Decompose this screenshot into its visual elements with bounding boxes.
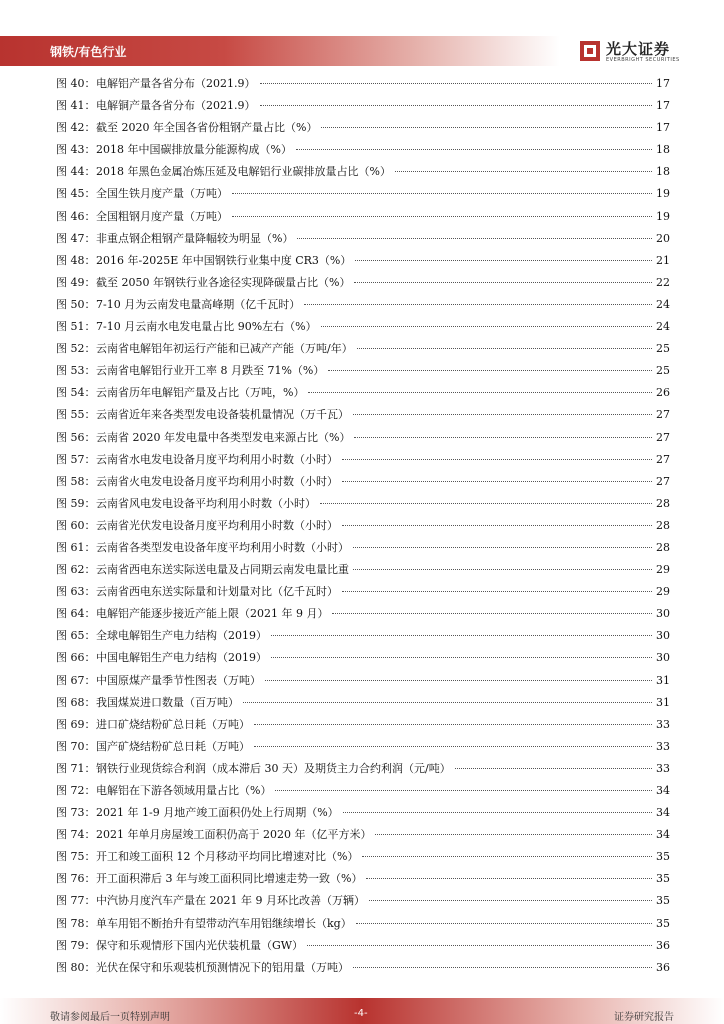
toc-figure-label: 图 42： xyxy=(56,121,96,135)
toc-entry[interactable] xyxy=(56,429,670,451)
toc-figure-label: 图 62： xyxy=(56,563,96,577)
toc-entry[interactable] xyxy=(56,340,670,362)
toc-page-number: 35 xyxy=(656,894,670,908)
toc-entry[interactable] xyxy=(56,119,670,141)
figure-toc-list xyxy=(56,75,670,981)
toc-dot-leader xyxy=(343,812,652,813)
toc-page-number: 28 xyxy=(656,496,670,510)
toc-figure-label: 图 54： xyxy=(56,386,96,400)
toc-page-number: 35 xyxy=(656,850,670,864)
toc-page-number: 26 xyxy=(656,386,670,400)
toc-figure-title: 电解铝在下游各领域用量占比（%） xyxy=(96,784,272,797)
toc-page-number: 34 xyxy=(656,806,670,820)
toc-entry[interactable] xyxy=(56,318,670,340)
toc-figure-title: 电解铜产量各省分布（2021.9） xyxy=(96,99,256,113)
toc-figure-label: 图 56： xyxy=(56,430,96,444)
toc-figure-title: 2016 年-2025E 年中国钢铁行业集中度 CR3（%） xyxy=(96,253,352,267)
toc-figure-title: 7-10 月为云南发电量高峰期（亿千瓦时） xyxy=(96,297,301,311)
toc-figure-label: 图 44： xyxy=(56,165,96,179)
toc-figure-title: 2021 年 1-9 月地产竣工面积仍处上行周期（%） xyxy=(96,806,339,820)
toc-entry[interactable] xyxy=(56,892,670,914)
toc-figure-title: 中汽协月度汽车产量在 2021 年 9 月环比改善（万辆） xyxy=(96,894,365,908)
toc-dot-leader xyxy=(353,414,652,415)
toc-figure-title: 全国生铁月度产量（万吨） xyxy=(96,187,228,201)
toc-figure-title: 钢铁行业现货综合利润（成本滞后 30 天）及期货主力合约利润（元/吨） xyxy=(96,761,451,775)
toc-figure-title: 光伏在保守和乐观装机预测情况下的铝用量（万吨） xyxy=(96,960,349,974)
toc-dot-leader xyxy=(321,127,652,128)
toc-figure-label: 图 40： xyxy=(56,77,96,90)
toc-figure-title: 国产矿烧结粉矿总日耗（万吨） xyxy=(96,739,250,753)
toc-figure-label: 图 70： xyxy=(56,739,96,753)
toc-figure-label: 图 58： xyxy=(56,474,96,488)
toc-figure-title: 云南省电解铝年初运行产能和已减产产能（万吨/年） xyxy=(96,342,353,356)
toc-dot-leader xyxy=(232,216,652,217)
toc-entry[interactable] xyxy=(56,473,670,495)
toc-figure-label: 图 68： xyxy=(56,695,96,709)
toc-dot-leader xyxy=(296,149,652,150)
toc-figure-label: 图 43： xyxy=(56,143,96,157)
toc-figure-label: 图 50： xyxy=(56,297,96,311)
toc-figure-title: 单车用铝不断抬升有望带动汽车用铝继续增长（kg） xyxy=(96,916,352,930)
toc-page-number: 27 xyxy=(656,408,670,422)
toc-page-number: 30 xyxy=(656,651,670,665)
toc-entry[interactable] xyxy=(56,141,670,163)
toc-page-number: 24 xyxy=(656,297,670,311)
toc-page-number: 25 xyxy=(656,342,670,356)
toc-entry[interactable] xyxy=(56,760,670,782)
toc-page-number: 31 xyxy=(656,673,670,687)
toc-figure-title: 我国煤炭进口数量（百万吨） xyxy=(96,695,239,709)
toc-entry[interactable] xyxy=(56,782,670,804)
toc-entry[interactable] xyxy=(56,694,670,716)
toc-figure-title: 进口矿烧结粉矿总日耗（万吨） xyxy=(96,717,250,731)
toc-dot-leader xyxy=(354,282,652,283)
toc-dot-leader xyxy=(321,326,652,327)
toc-page-number: 36 xyxy=(656,960,670,974)
toc-figure-label: 图 59： xyxy=(56,496,96,510)
toc-figure-title: 云南省光伏发电设备月度平均利用小时数（小时） xyxy=(96,518,338,532)
toc-page-number: 35 xyxy=(656,916,670,930)
toc-page-number: 22 xyxy=(656,275,670,289)
toc-entry[interactable] xyxy=(56,252,670,274)
toc-figure-title: 中国电解铝生产电力结构（2019） xyxy=(96,651,267,665)
toc-entry[interactable] xyxy=(56,274,670,296)
toc-figure-label: 图 66： xyxy=(56,651,96,665)
toc-figure-label: 图 45： xyxy=(56,187,96,201)
toc-figure-title: 7-10 月云南水电发电量占比 90%左右（%） xyxy=(96,320,317,334)
toc-dot-leader xyxy=(354,437,652,438)
toc-entry[interactable] xyxy=(56,384,670,406)
toc-figure-title: 全球电解铝生产电力结构（2019） xyxy=(96,629,267,643)
toc-entry[interactable] xyxy=(56,208,670,230)
toc-figure-label: 图 72： xyxy=(56,784,96,797)
toc-dot-leader xyxy=(355,260,652,261)
toc-page-number: 25 xyxy=(656,364,670,378)
toc-page-number: 30 xyxy=(656,607,670,621)
toc-figure-label: 图 52： xyxy=(56,342,96,356)
toc-figure-title: 截至 2050 年钢铁行业各途径实现降碳量占比（%） xyxy=(96,275,351,289)
toc-figure-title: 2018 年黑色金属冶炼压延及电解铝行业碳排放量占比（%） xyxy=(96,165,391,179)
toc-figure-label: 图 67： xyxy=(56,673,96,687)
toc-entry[interactable] xyxy=(56,75,670,97)
toc-dot-leader xyxy=(353,967,652,968)
toc-dot-leader xyxy=(304,304,652,305)
footer-report-type: 证券研究报告 xyxy=(614,1012,674,1023)
toc-figure-label: 图 60： xyxy=(56,518,96,532)
toc-page-number: 17 xyxy=(656,77,670,90)
toc-figure-label: 图 79： xyxy=(56,938,96,952)
toc-entry[interactable] xyxy=(56,848,670,870)
toc-figure-label: 图 65： xyxy=(56,629,96,643)
toc-dot-leader xyxy=(455,768,652,769)
toc-dot-leader xyxy=(353,547,652,548)
toc-entry[interactable] xyxy=(56,561,670,583)
toc-figure-title: 云南省电解铝行业开工率 8 月跌至 71%（%） xyxy=(96,364,325,378)
toc-entry[interactable] xyxy=(56,937,670,959)
toc-dot-leader xyxy=(353,569,652,570)
toc-dot-leader xyxy=(366,878,652,879)
header-band xyxy=(0,36,560,66)
toc-dot-leader xyxy=(357,348,652,349)
toc-entry[interactable] xyxy=(56,163,670,185)
logo-name-en: EVERBRIGHT SECURITIES xyxy=(606,57,680,63)
toc-figure-label: 图 64： xyxy=(56,607,96,621)
toc-figure-title: 云南省 2020 年发电量中各类型发电来源占比（%） xyxy=(96,430,351,444)
toc-figure-label: 图 53： xyxy=(56,364,96,378)
toc-entry[interactable] xyxy=(56,362,670,384)
toc-figure-label: 图 69： xyxy=(56,717,96,731)
toc-page-number: 21 xyxy=(656,253,670,267)
toc-figure-title: 云南省西电东送实际量和计划量对比（亿千瓦时） xyxy=(96,585,338,599)
toc-figure-title: 云南省近年来各类型发电设备装机量情况（万千瓦） xyxy=(96,408,349,422)
toc-page-number: 18 xyxy=(656,165,670,179)
toc-page-number: 20 xyxy=(656,231,670,245)
toc-figure-title: 云南省水电发电设备月度平均利用小时数（小时） xyxy=(96,452,338,466)
toc-entry[interactable] xyxy=(56,296,670,318)
toc-page-number: 19 xyxy=(656,187,670,201)
toc-entry[interactable] xyxy=(56,185,670,207)
toc-entry[interactable] xyxy=(56,716,670,738)
toc-entry[interactable] xyxy=(56,959,670,981)
toc-figure-label: 图 51： xyxy=(56,320,96,334)
toc-entry[interactable] xyxy=(56,826,670,848)
sector-label: 钢铁/有色行业 xyxy=(50,45,127,59)
toc-figure-title: 全国粗钢月度产量（万吨） xyxy=(96,209,228,223)
toc-page-number: 19 xyxy=(656,209,670,223)
toc-dot-leader xyxy=(265,680,652,681)
toc-dot-leader xyxy=(320,503,652,504)
toc-page-number: 35 xyxy=(656,872,670,886)
toc-entry[interactable] xyxy=(56,738,670,760)
toc-page-number: 30 xyxy=(656,629,670,643)
logo-name-cn: 光大证券 xyxy=(606,40,671,58)
toc-dot-leader xyxy=(375,834,652,835)
toc-figure-label: 图 71： xyxy=(56,761,96,775)
toc-figure-title: 云南省西电东送实际送电量及占同期云南发电量比重 xyxy=(96,563,349,577)
toc-figure-label: 图 48： xyxy=(56,253,96,267)
toc-entry[interactable] xyxy=(56,517,670,539)
toc-page-number: 29 xyxy=(656,563,670,577)
toc-page-number: 33 xyxy=(656,739,670,753)
toc-figure-title: 云南省历年电解铝产量及占比（万吨，%） xyxy=(96,386,305,400)
toc-page-number: 17 xyxy=(656,99,670,113)
toc-figure-title: 非重点钢企粗钢产量降幅较为明显（%） xyxy=(96,231,294,245)
toc-figure-label: 图 75： xyxy=(56,850,96,864)
toc-figure-title: 保守和乐观情形下国内光伏装机量（GW） xyxy=(96,938,304,952)
toc-dot-leader xyxy=(362,856,652,857)
toc-figure-title: 电解铝产量各省分布（2021.9） xyxy=(96,77,256,90)
brand-logo xyxy=(578,36,698,68)
toc-dot-leader xyxy=(328,370,652,371)
toc-dot-leader xyxy=(254,724,652,725)
toc-page-number: 28 xyxy=(656,540,670,554)
toc-dot-leader xyxy=(243,702,652,703)
toc-page-number: 27 xyxy=(656,452,670,466)
toc-figure-label: 图 73： xyxy=(56,806,96,820)
toc-dot-leader xyxy=(271,657,652,658)
toc-entry[interactable] xyxy=(56,649,670,671)
toc-dot-leader xyxy=(395,171,652,172)
toc-figure-label: 图 61： xyxy=(56,540,96,554)
toc-page-number: 27 xyxy=(656,474,670,488)
toc-dot-leader xyxy=(232,193,652,194)
toc-entry[interactable] xyxy=(56,406,670,428)
toc-dot-leader xyxy=(260,105,653,106)
toc-entry[interactable] xyxy=(56,97,670,119)
toc-dot-leader xyxy=(342,459,652,460)
toc-entry[interactable] xyxy=(56,672,670,694)
toc-figure-label: 图 57： xyxy=(56,452,96,466)
toc-figure-label: 图 77： xyxy=(56,894,96,908)
toc-page-number: 31 xyxy=(656,695,670,709)
toc-figure-label: 图 80： xyxy=(56,960,96,974)
toc-entry[interactable] xyxy=(56,583,670,605)
toc-dot-leader xyxy=(369,900,652,901)
toc-entry[interactable] xyxy=(56,605,670,627)
toc-figure-label: 图 78： xyxy=(56,916,96,930)
toc-page-number: 29 xyxy=(656,585,670,599)
toc-figure-title: 云南省风电发电设备平均利用小时数（小时） xyxy=(96,496,316,510)
toc-figure-label: 图 41： xyxy=(56,99,96,113)
toc-entry[interactable] xyxy=(56,627,670,649)
toc-page-number: 27 xyxy=(656,430,670,444)
toc-figure-title: 中国原煤产量季节性图表（万吨） xyxy=(96,673,261,687)
toc-entry[interactable] xyxy=(56,539,670,561)
toc-page-number: 36 xyxy=(656,938,670,952)
footer-page-number: -4- xyxy=(354,1008,368,1019)
toc-page-number: 24 xyxy=(656,320,670,334)
toc-dot-leader xyxy=(254,746,652,747)
toc-figure-label: 图 76： xyxy=(56,872,96,886)
toc-dot-leader xyxy=(271,635,652,636)
toc-figure-title: 电解铝产能逐步接近产能上限（2021 年 9 月） xyxy=(96,607,329,621)
toc-page-number: 28 xyxy=(656,518,670,532)
toc-figure-title: 云南省各类型发电设备年度平均利用小时数（小时） xyxy=(96,540,349,554)
toc-figure-label: 图 49： xyxy=(56,275,96,289)
toc-dot-leader xyxy=(297,238,652,239)
toc-entry[interactable] xyxy=(56,804,670,826)
toc-figure-title: 截至 2020 年全国各省份粗钢产量占比（%） xyxy=(96,121,318,135)
toc-dot-leader xyxy=(342,525,652,526)
toc-figure-label: 图 63： xyxy=(56,585,96,599)
toc-entry[interactable] xyxy=(56,915,670,937)
toc-dot-leader xyxy=(308,392,652,393)
toc-entry[interactable] xyxy=(56,230,670,252)
toc-dot-leader xyxy=(332,613,652,614)
toc-page-number: 18 xyxy=(656,143,670,157)
toc-dot-leader xyxy=(342,591,652,592)
toc-page-number: 34 xyxy=(656,784,670,797)
toc-figure-label: 图 74： xyxy=(56,828,96,842)
toc-dot-leader xyxy=(307,945,652,946)
toc-dot-leader xyxy=(342,481,652,482)
toc-entry[interactable] xyxy=(56,870,670,892)
toc-figure-label: 图 55： xyxy=(56,408,96,422)
toc-page-number: 33 xyxy=(656,717,670,731)
toc-figure-title: 开工和竣工面积 12 个月移动平均同比增速对比（%） xyxy=(96,850,359,864)
toc-figure-title: 云南省火电发电设备月度平均利用小时数（小时） xyxy=(96,474,338,488)
footer-disclaimer[interactable]: 敬请参阅最后一页特别声明 xyxy=(50,1012,170,1023)
toc-dot-leader xyxy=(275,790,652,791)
toc-figure-title: 开工面积滞后 3 年与竣工面积同比增速走势一致（%） xyxy=(96,872,363,886)
toc-page-number: 33 xyxy=(656,761,670,775)
toc-page-number: 17 xyxy=(656,121,670,135)
toc-figure-label: 图 46： xyxy=(56,209,96,223)
toc-entry[interactable] xyxy=(56,451,670,473)
toc-figure-label: 图 47： xyxy=(56,231,96,245)
toc-entry[interactable] xyxy=(56,495,670,517)
everbright-logo-icon xyxy=(578,39,602,63)
toc-page-number: 34 xyxy=(656,828,670,842)
toc-figure-title: 2018 年中国碳排放量分能源构成（%） xyxy=(96,143,292,157)
toc-dot-leader xyxy=(356,923,652,924)
toc-figure-title: 2021 年单月房屋竣工面积仍高于 2020 年（亿平方米） xyxy=(96,828,372,842)
toc-dot-leader xyxy=(260,83,653,84)
